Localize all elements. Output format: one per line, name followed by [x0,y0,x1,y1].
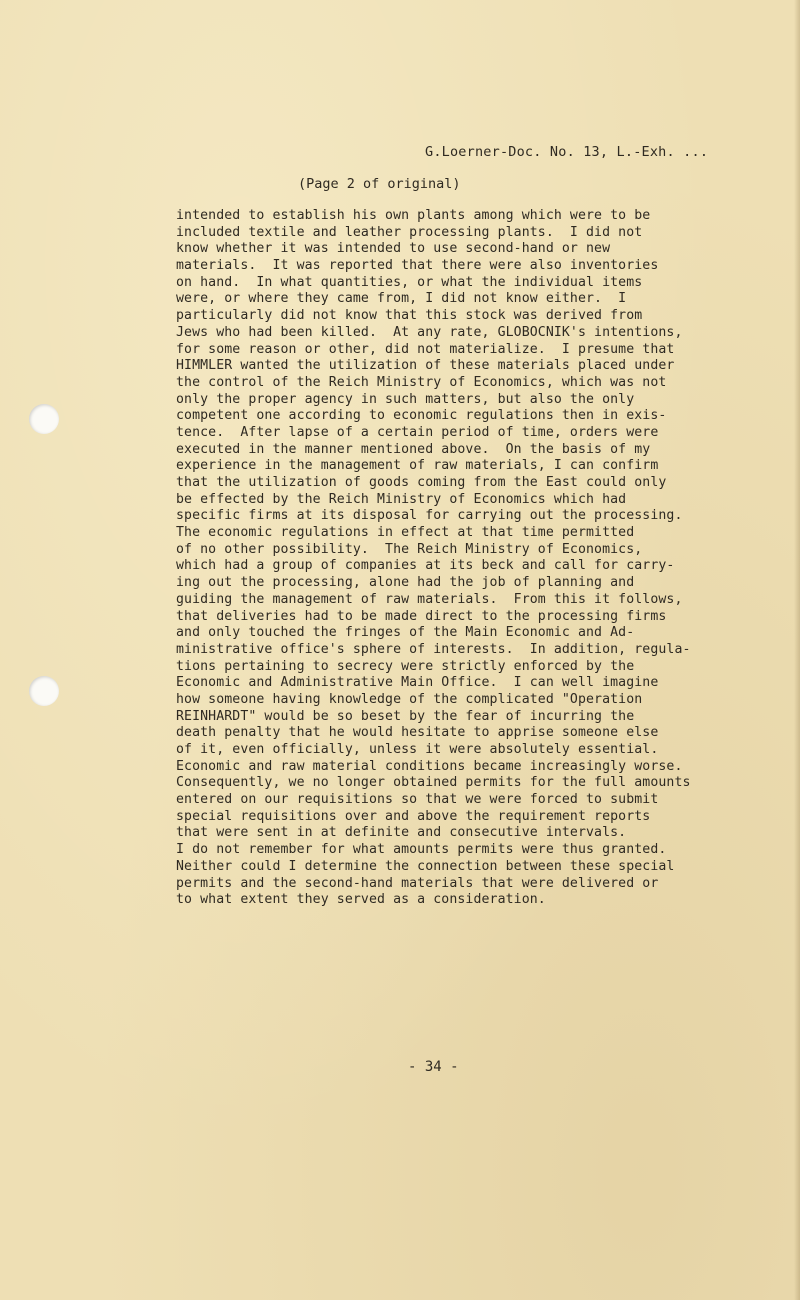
punch-hole-top [29,404,59,434]
body-line: Consequently, we no longer obtained permits for the full amounts [176,775,691,791]
body-line: which had a group of companies at its beck and call for carry- [176,558,675,574]
body-line: that the utilization of goods coming from the East could only [176,475,667,490]
body-line: Neither could I determine the connection between these special [176,858,675,874]
body-line: experience in the management of raw materials, I can confirm [176,458,659,474]
body-line: guiding the management of raw materials. From this it follows, [176,591,683,607]
body-line: only the proper agency in such matters, but also the only [176,391,635,407]
body-line: The economic regulations in effect at that time permitted [176,525,635,541]
body-line: permits and the second-hand materials that were delivered or [176,875,659,891]
body-line: Jews who had been killed. At any rate, GLOBOCNIK's intentions, [176,324,683,340]
body-line: ministrative office's sphere of interests. In addition, regula- [176,641,691,657]
body-line: know whether it was intended to use second-hand or new [176,241,611,257]
original-page-note: (Page 2 of original) [298,176,461,192]
body-line: Economic and Administrative Main Office. I can well imagine [176,675,659,691]
body-line: intended to establish his own plants among which were to be [176,208,651,223]
body-line: HIMMLER wanted the utilization of these materials placed under [176,358,675,374]
body-line: ing out the processing, alone had the job of planning and [176,575,635,591]
body-line: REINHARDT" would be so beset by the fear of incurring the [176,708,635,724]
body-line: to what extent they served as a consideration. [176,892,546,908]
body-line: be effected by the Reich Ministry of Economics which had [176,491,627,507]
body-line: how someone having knowledge of the complicated "Operation [176,691,643,707]
body-text [176,208,796,909]
body-line: that deliveries had to be made direct to the processing firms [176,608,667,624]
body-line: Economic and raw material conditions became increasingly worse. [176,758,683,774]
body-line: the control of the Reich Ministry of Economics, which was not [176,374,667,390]
body-line: executed in the manner mentioned above. On the basis of my [176,441,651,457]
body-line: were, or where they came from, I did not know either. I [176,291,627,307]
body-line: tions pertaining to secrecy were strictly enforced by the [176,658,635,674]
body-line: of it, even officially, unless it were absolutely essential. [176,742,659,757]
body-line: I do not remember for what amounts permits were thus granted. [176,842,667,858]
body-line: that were sent in at definite and consecutive intervals. [176,825,627,841]
body-line: specific firms at its disposal for carrying out the processing. [176,508,683,524]
body-line: competent one according to economic regulations then in exis- [176,408,667,424]
page-number: - 34 - [408,1059,459,1075]
body-line: of no other possibility. The Reich Ministry of Economics, [176,541,643,557]
body-line: materials. It was reported that there were also inventories [176,258,659,274]
document-reference: G.Loerner-Doc. No. 13, L.-Exh. ... [425,144,709,160]
body-line: for some reason or other, did not materialize. I presume that [176,341,675,357]
body-line: on hand. In what quantities, or what the individual items [176,274,643,290]
body-line: included textile and leather processing plants. I did not [176,224,643,240]
body-line: special requisitions over and above the requirement reports [176,808,651,824]
punch-hole-bottom [29,676,59,706]
body-line: and only touched the fringes of the Main Economic and Ad- [176,625,635,641]
body-line: particularly did not know that this stock was derived from [176,308,643,324]
body-line: tence. After lapse of a certain period of time, orders were [176,424,659,440]
body-line: death penalty that he would hesitate to apprise someone else [176,725,659,741]
body-line: entered on our requisitions so that we were forced to submit [176,792,659,808]
